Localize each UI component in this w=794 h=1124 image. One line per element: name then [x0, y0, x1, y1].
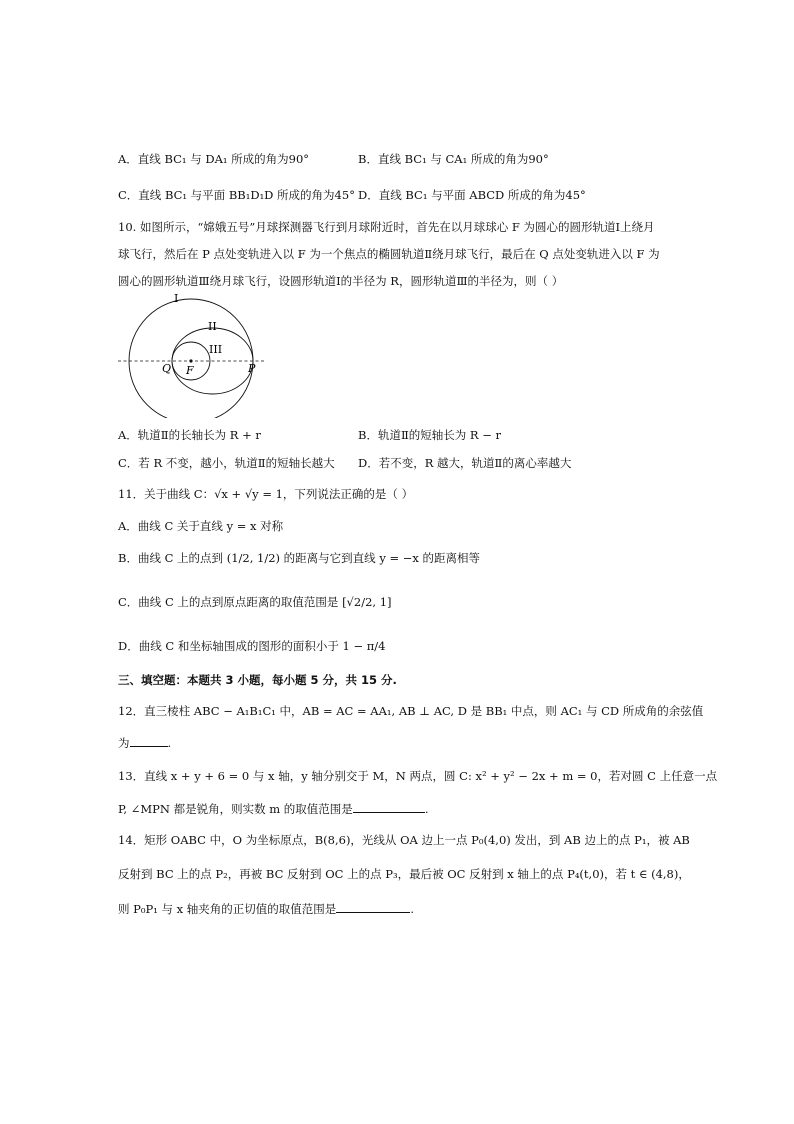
- orbit-i-circle: [129, 299, 253, 418]
- q11-option-b: B．曲线 C 上的点到 (1/2, 1/2) 的距离与它到直线 y = −x 的距离相等: [118, 551, 481, 565]
- q10-stem-line1: 10. 如图所示，“嫦娥五号”月球探测器飞行到月球附近时，首先在以月球球心 F 为圆心的圆形轨道Ⅰ上绕月: [118, 220, 655, 234]
- q11-option-c: C．曲线 C 上的点到原点距离的取值范围是 [√2/2, 1]: [118, 595, 392, 609]
- q14-stem-line1: 14．矩形 OABC 中，O 为坐标原点，B(8,6)，光线从 OA 边上一点 P₀(4,0) 发出，到 AB 边上的点 P₁，被 AB: [118, 833, 690, 847]
- q12-stem-line2-text: 为: [118, 736, 130, 750]
- q13-answer-blank[interactable]: [353, 800, 425, 813]
- section-3-heading: 三、填空题：本题共 3 小题，每小题 5 分，共 15 分.: [118, 673, 397, 687]
- q9-option-b: B．直线 BC₁ 与 CA₁ 所成的角为90°: [358, 152, 549, 166]
- orbit-diagram: [112, 288, 272, 418]
- label-point-q: Q: [162, 362, 172, 375]
- q11-option-a: A．曲线 C 关于直线 y = x 对称: [118, 519, 284, 533]
- q12-answer-blank[interactable]: [130, 734, 168, 747]
- q14-answer-blank[interactable]: [336, 900, 410, 913]
- q10-stem-line2: 球飞行，然后在 P 点处变轨进入以 F 为一个焦点的椭圆轨道Ⅱ绕月球飞行，最后在 Q 点处变轨进入以 F 为: [118, 247, 660, 261]
- q10-option-d: D．若不变，R 越大，轨道Ⅱ的离心率越大: [358, 456, 572, 470]
- focus-point: [189, 359, 192, 362]
- label-orbit-ii: II: [208, 320, 217, 333]
- label-point-f: F: [186, 364, 194, 377]
- q11-stem: 11．关于曲线 C：√x + √y = 1，下列说法正确的是（ ）: [118, 487, 414, 501]
- q10-option-c: C．若 R 不变，越小，轨道Ⅱ的短轴长越大: [118, 456, 335, 470]
- label-orbit-iii: III: [209, 343, 223, 356]
- q14-stem-line3-text: 则 P₀P₁ 与 x 轴夹角的正切值的取值范围是: [118, 902, 337, 916]
- q9-option-d: D．直线 BC₁ 与平面 ABCD 所成的角为45°: [358, 188, 586, 202]
- q10-option-b: B．轨道Ⅱ的短轴长为 R − r: [358, 428, 502, 442]
- q12-stem-line1: 12．直三棱柱 ABC − A₁B₁C₁ 中，AB = AC = AA₁, AB ⊥ AC, D 是 BB₁ 中点，则 AC₁ 与 CD 所成角的余弦值: [118, 704, 704, 718]
- q14-stem-line3: 则 P₀P₁ 与 x 轴夹角的正切值的取值范围是 .: [118, 902, 414, 916]
- q13-stem-line2: P, ∠MPN 都是锐角，则实数 m 的取值范围是 .: [118, 802, 429, 816]
- label-orbit-i: I: [174, 292, 179, 305]
- q13-stem-line2-text: P, ∠MPN 都是锐角，则实数 m 的取值范围是: [118, 802, 353, 816]
- q10-option-a: A．轨道Ⅱ的长轴长为 R + r: [118, 428, 261, 442]
- q12-stem-line2: 为 .: [118, 736, 172, 750]
- q10-stem-line3: 圆心的圆形轨道Ⅲ绕月球飞行，设圆形轨道Ⅰ的半径为 R，圆形轨道Ⅲ的半径为，则（ ）: [118, 274, 564, 288]
- q13-stem-line1: 13．直线 x + y + 6 = 0 与 x 轴，y 轴分别交于 M，N 两点，圆 C: x² + y² − 2x + m = 0，若对圆 C 上任意一点: [118, 769, 718, 783]
- q14-stem-line2: 反射到 BC 上的点 P₂，再被 BC 反射到 OC 上的点 P₃，最后被 OC 反射到 x 轴上的点 P₄(t,0)，若 t ∈ (4,8)，: [118, 867, 690, 881]
- q9-option-c: C．直线 BC₁ 与平面 BB₁D₁D 所成的角为45°: [118, 188, 355, 202]
- q9-option-a: A．直线 BC₁ 与 DA₁ 所成的角为90°: [118, 152, 310, 166]
- q11-option-d: D．曲线 C 和坐标轴围成的图形的面积小于 1 − π/4: [118, 639, 386, 653]
- label-point-p: P: [248, 362, 256, 375]
